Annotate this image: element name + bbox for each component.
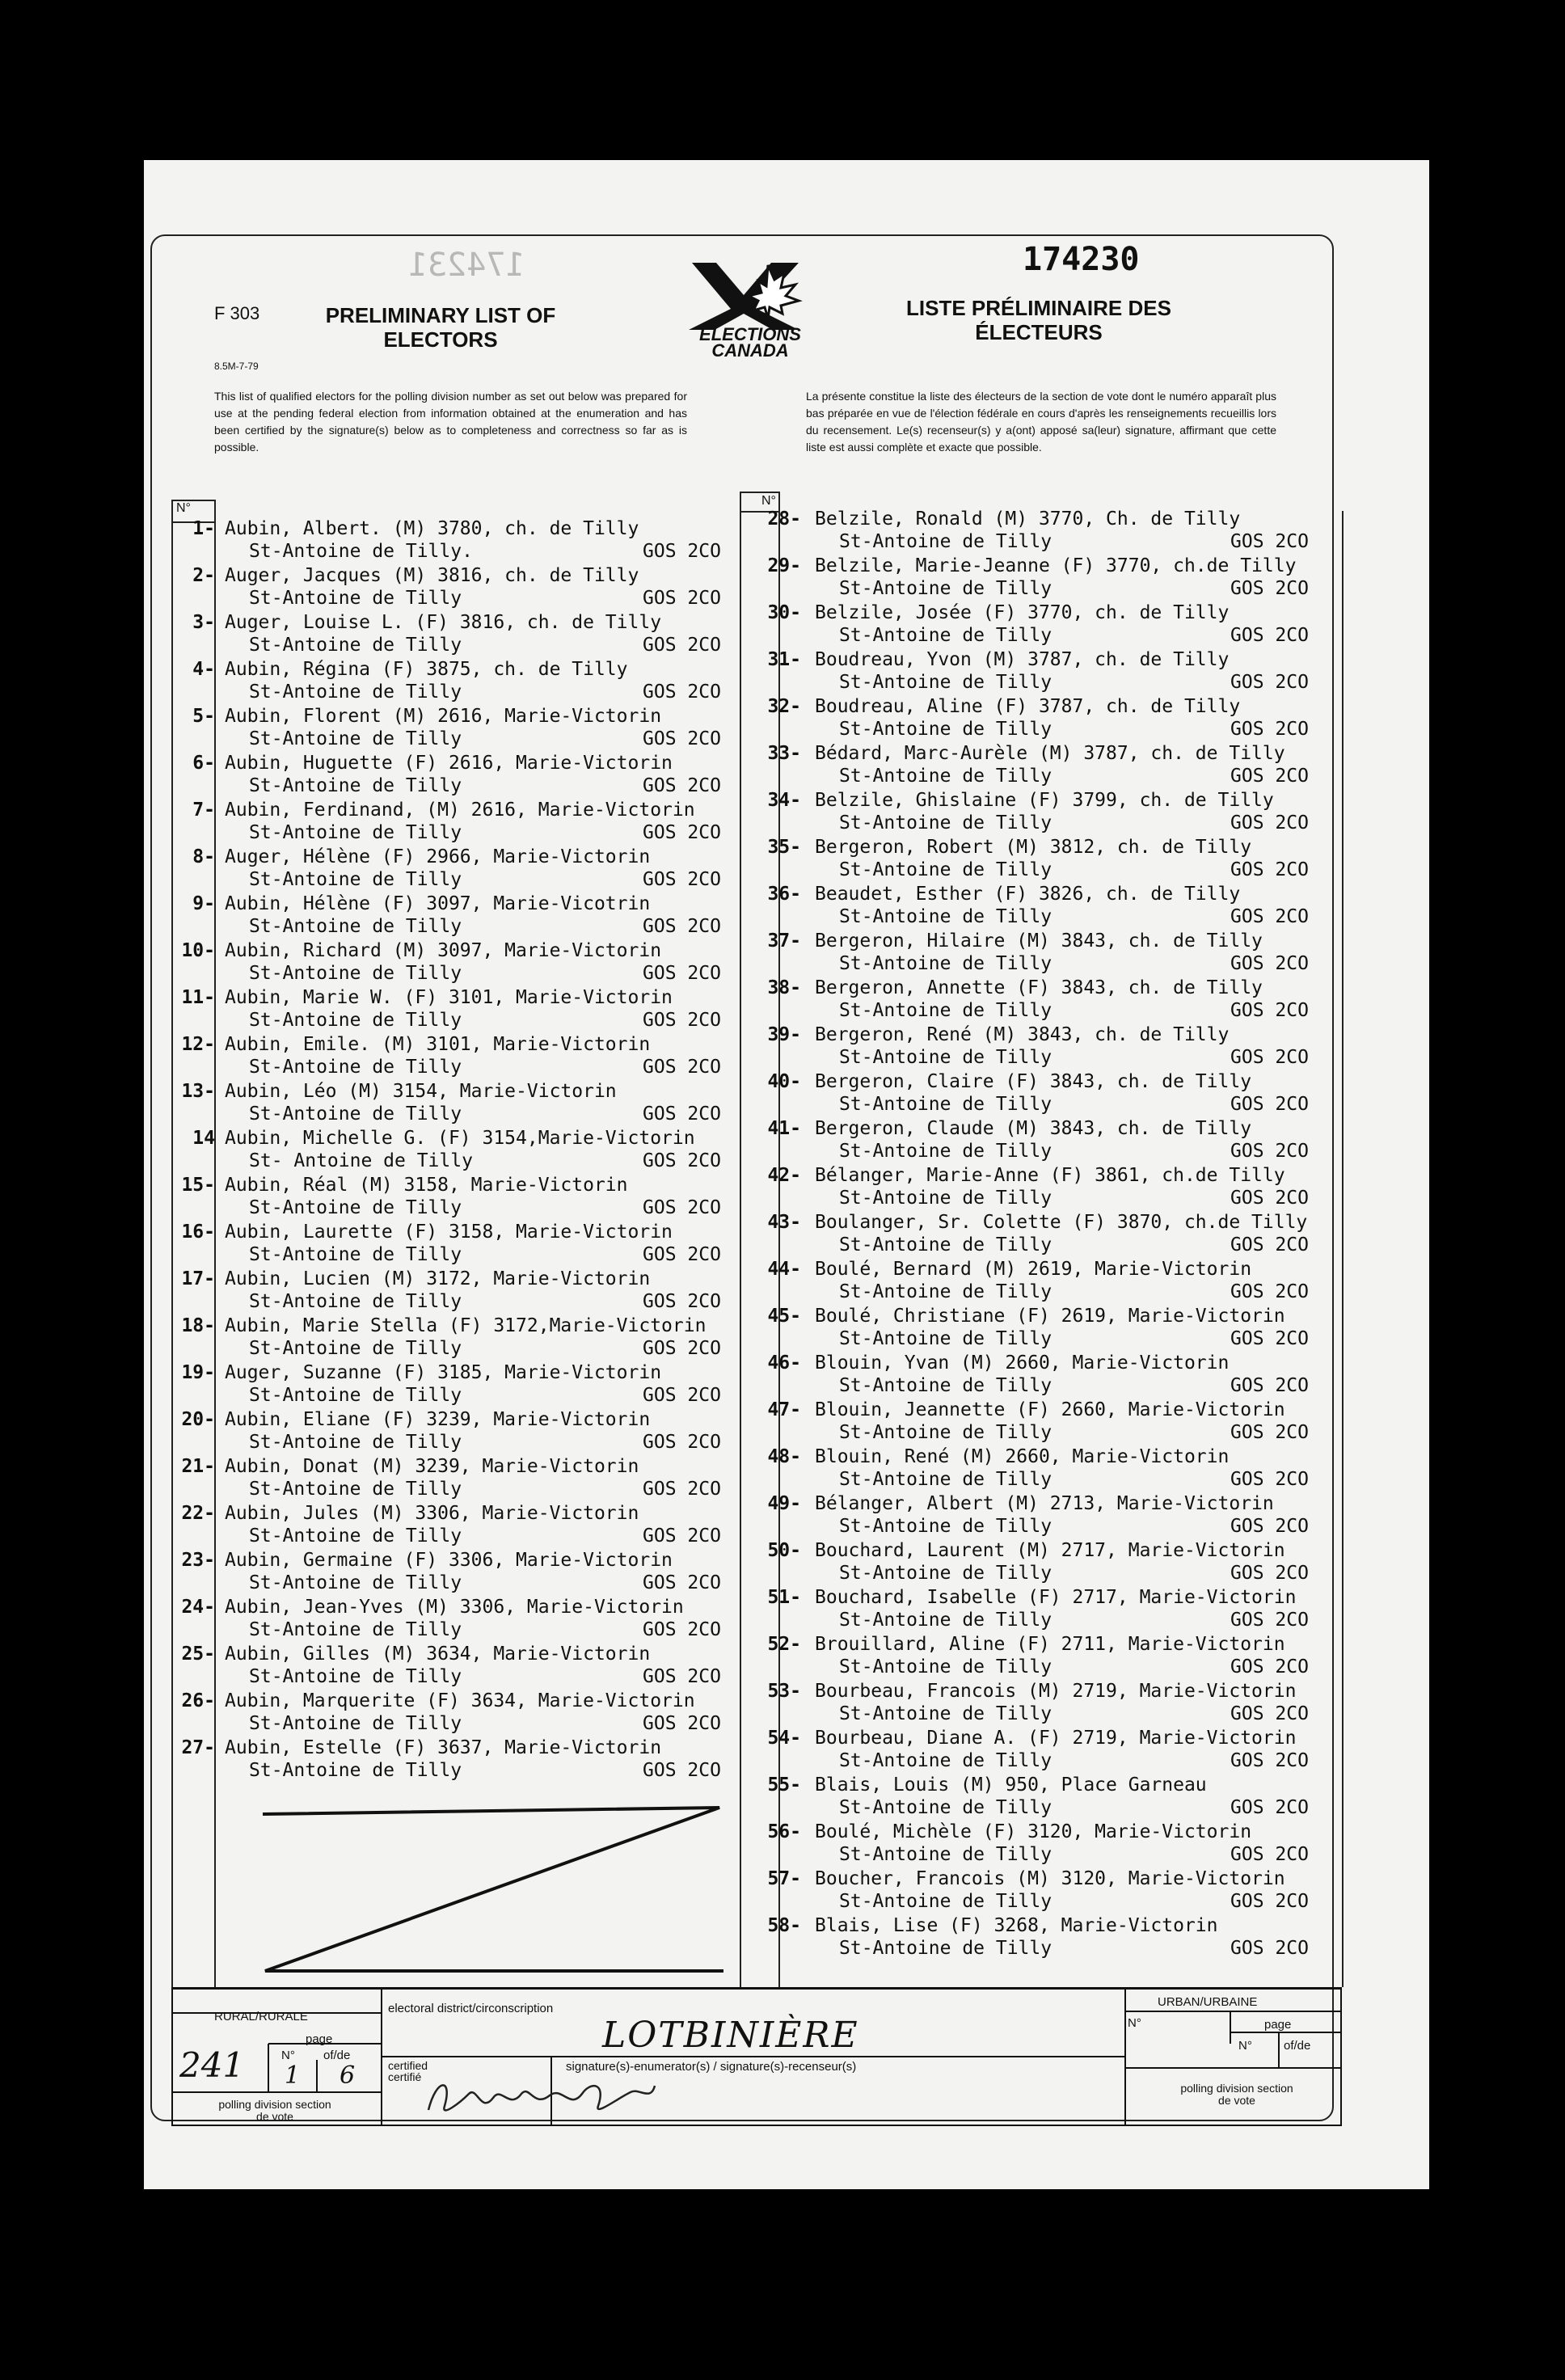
entry-name-address: Auger, Jacques (M) 3816, ch. de Tilly <box>225 565 639 586</box>
entry-postal-code: GOS 2CO <box>1230 1703 1309 1724</box>
entry-number: 24- <box>181 1597 215 1618</box>
entry-number: 55- <box>767 1774 801 1796</box>
entry-name-address: Bergeron, Claude (M) 3843, ch. de Tilly <box>815 1118 1252 1139</box>
entry-number: 36- <box>767 884 801 905</box>
entry-name-address: Aubin, Lucien (M) 3172, Marie-Victorin <box>225 1268 651 1289</box>
entry-municipality: St-Antoine de Tilly <box>839 625 1052 646</box>
entry-postal-code: GOS 2CO <box>643 1525 721 1547</box>
entry-number: 8- <box>192 846 215 867</box>
entry-municipality: St-Antoine de Tilly <box>249 1385 462 1406</box>
entry-postal-code: GOS 2CO <box>643 1197 721 1218</box>
urban-no-label: N° <box>1128 2016 1141 2030</box>
entry-postal-code: GOS 2CO <box>643 588 721 609</box>
entry-postal-code: GOS 2CO <box>643 963 721 984</box>
entry-number: 34- <box>767 790 801 811</box>
entry-postal-code: GOS 2CO <box>1230 1047 1309 1068</box>
right-no-label: N° <box>761 494 776 508</box>
entry-municipality: St-Antoine de Tilly <box>249 1760 462 1781</box>
entry-municipality: St-Antoine de Tilly <box>839 1141 1052 1162</box>
entry-postal-code: GOS 2CO <box>1230 812 1309 833</box>
entry-number: 13- <box>181 1081 215 1102</box>
entry-postal-code: GOS 2CO <box>643 1760 721 1781</box>
urban-no-label-2: N° <box>1238 2039 1252 2053</box>
entry-municipality: St-Antoine de Tilly <box>839 1047 1052 1068</box>
entry-municipality: St-Antoine de Tilly <box>249 1244 462 1265</box>
entry-municipality: St-Antoine de Tilly <box>249 963 462 984</box>
entry-postal-code: GOS 2CO <box>643 1244 721 1265</box>
entry-municipality: St-Antoine de Tilly <box>249 1479 462 1500</box>
rural-page-label: page <box>306 2032 333 2046</box>
entry-name-address: Bergeron, Annette (F) 3843, ch. de Tilly <box>815 977 1263 998</box>
entry-number: 40- <box>767 1071 801 1092</box>
logo-text-line2: CANADA <box>711 340 789 361</box>
entry-name-address: Auger, Louise L. (F) 3816, ch. de Tilly <box>225 612 662 633</box>
entry-number: 51- <box>767 1587 801 1608</box>
entry-number: 54- <box>767 1728 801 1749</box>
entry-postal-code: GOS 2CO <box>643 682 721 703</box>
entry-number: 57- <box>767 1868 801 1889</box>
entry-municipality: St-Antoine de Tilly <box>839 1375 1052 1396</box>
entry-name-address: Aubin, Régina (F) 3875, ch. de Tilly <box>225 659 628 680</box>
entry-number: 53- <box>767 1681 801 1702</box>
entry-municipality: St-Antoine de Tilly <box>839 1703 1052 1724</box>
entry-postal-code: GOS 2CO <box>1230 1563 1309 1584</box>
entry-postal-code: GOS 2CO <box>643 1057 721 1078</box>
entry-name-address: Aubin, Léo (M) 3154, Marie-Victorin <box>225 1081 617 1102</box>
entry-municipality: St-Antoine de Tilly <box>249 728 462 749</box>
z-cancel-mark <box>259 1801 728 1979</box>
entry-municipality: St-Antoine de Tilly <box>839 1328 1052 1349</box>
entry-name-address: Blais, Lise (F) 3268, Marie-Victorin <box>815 1915 1218 1936</box>
entry-municipality: St-Antoine de Tilly <box>839 1750 1052 1771</box>
entry-postal-code: GOS 2CO <box>643 635 721 656</box>
entry-number: 46- <box>767 1352 801 1374</box>
entry-municipality: St-Antoine de Tilly <box>249 822 462 843</box>
entry-name-address: Aubin, Richard (M) 3097, Marie-Victorin <box>225 940 662 961</box>
entry-number: 4- <box>192 659 215 680</box>
entry-postal-code: GOS 2CO <box>643 1385 721 1406</box>
entry-municipality: St-Antoine de Tilly <box>839 1656 1052 1677</box>
entry-number: 49- <box>767 1493 801 1514</box>
entry-number: 21- <box>181 1456 215 1477</box>
entry-municipality: St-Antoine de Tilly <box>249 1057 462 1078</box>
intro-english: This list of qualified electors for the polling division number as set out below was prepared for use at the pending federal election from information obtained at the enumeration and has been certified by the signature(s) below as to completeness and correctness so far as is possible. <box>214 390 687 454</box>
entry-number: 29- <box>767 555 801 576</box>
entry-municipality: St-Antoine de Tilly <box>839 672 1052 693</box>
entry-number: 14 <box>192 1128 215 1149</box>
entry-name-address: Bergeron, Claire (F) 3843, ch. de Tilly <box>815 1071 1252 1092</box>
urban-polling-label: polling division section de vote <box>1180 2082 1293 2107</box>
entry-postal-code: GOS 2CO <box>1230 1000 1309 1021</box>
entry-municipality: St-Antoine de Tilly <box>839 1469 1052 1490</box>
entry-municipality: St-Antoine de Tilly <box>839 1610 1052 1631</box>
entry-number: 39- <box>767 1024 801 1045</box>
entry-name-address: Boulé, Bernard (M) 2619, Marie-Victorin <box>815 1259 1252 1280</box>
entry-name-address: Bélanger, Marie-Anne (F) 3861, ch.de Tilly <box>815 1165 1285 1186</box>
entry-name-address: Boulé, Christiane (F) 2619, Marie-Victorin <box>815 1306 1285 1327</box>
entry-postal-code: GOS 2CO <box>1230 719 1309 740</box>
entry-name-address: Bergeron, Robert (M) 3812, ch. de Tilly <box>815 837 1252 858</box>
entry-name-address: Belzile, Josée (F) 3770, ch. de Tilly <box>815 602 1230 623</box>
entry-municipality: St-Antoine de Tilly <box>839 1516 1052 1537</box>
entry-municipality: St-Antoine de Tilly <box>249 1010 462 1031</box>
entry-name-address: Aubin, Donat (M) 3239, Marie-Victorin <box>225 1456 639 1477</box>
entry-municipality: St-Antoine de Tilly <box>839 1281 1052 1302</box>
entry-name-address: Aubin, Hélène (F) 3097, Marie-Vicotrin <box>225 893 651 914</box>
faint-stamp: 174231 <box>408 247 525 284</box>
entry-name-address: Belzile, Ronald (M) 3770, Ch. de Tilly <box>815 508 1241 530</box>
entry-number: 12- <box>181 1034 215 1055</box>
entry-name-address: Boulé, Michèle (F) 3120, Marie-Victorin <box>815 1821 1252 1842</box>
entry-number: 1- <box>192 518 215 539</box>
entry-postal-code: GOS 2CO <box>643 1010 721 1031</box>
entry-municipality: St-Antoine de Tilly <box>249 1197 462 1218</box>
rural-no-label: N° <box>281 2049 295 2062</box>
entry-postal-code: GOS 2CO <box>643 916 721 937</box>
entry-postal-code: GOS 2CO <box>1230 1891 1309 1912</box>
entry-name-address: Aubin, Michelle G. (F) 3154,Marie-Victorin <box>225 1128 695 1149</box>
entry-number: 16- <box>181 1222 215 1243</box>
entry-postal-code: GOS 2CO <box>1230 1844 1309 1865</box>
entry-municipality: St-Antoine de Tilly <box>839 812 1052 833</box>
entry-name-address: Brouillard, Aline (F) 2711, Marie-Victorin <box>815 1634 1285 1655</box>
entry-name-address: Aubin, Jules (M) 3306, Marie-Victorin <box>225 1503 639 1524</box>
left-no-label: N° <box>176 501 191 515</box>
entry-municipality: St-Antoine de Tilly <box>249 1291 462 1312</box>
entry-number: 9- <box>192 893 215 914</box>
entry-postal-code: GOS 2CO <box>643 541 721 562</box>
entry-postal-code: GOS 2CO <box>643 1150 721 1171</box>
entry-municipality: St-Antoine de Tilly <box>839 859 1052 880</box>
entry-postal-code: GOS 2CO <box>643 1103 721 1125</box>
logo-text <box>677 324 823 361</box>
entry-postal-code: GOS 2CO <box>1230 1610 1309 1631</box>
entry-name-address: Blais, Louis (M) 950, Place Garneau <box>815 1774 1207 1796</box>
rural-polling-label: polling division section de vote <box>218 2098 331 2123</box>
entry-municipality: St-Antoine de Tilly <box>839 1891 1052 1912</box>
entry-name-address: Boudreau, Yvon (M) 3787, ch. de Tilly <box>815 649 1230 670</box>
entry-municipality: St-Antoine de Tilly <box>839 1094 1052 1115</box>
entry-postal-code: GOS 2CO <box>1230 672 1309 693</box>
entry-number: 32- <box>767 696 801 717</box>
enumerator-signature-icon <box>420 2070 663 2126</box>
entry-postal-code: GOS 2CO <box>643 1432 721 1453</box>
entry-number: 43- <box>767 1212 801 1233</box>
entry-number: 37- <box>767 930 801 952</box>
entry-number: 50- <box>767 1540 801 1561</box>
entry-number: 7- <box>192 800 215 821</box>
entry-municipality: St-Antoine de Tilly <box>839 766 1052 787</box>
title-french: LISTE PRÉLIMINAIRE DES ÉLECTEURS <box>906 296 1171 344</box>
entry-municipality: St-Antoine de Tilly <box>249 1572 462 1593</box>
entry-municipality: St-Antoine de Tilly. <box>249 541 473 562</box>
entry-number: 58- <box>767 1915 801 1936</box>
entry-municipality: St-Antoine de Tilly <box>839 531 1052 552</box>
district-label: electoral district/circonscription <box>388 2002 554 2015</box>
logo-text-line1: ELECTIONS <box>699 324 801 344</box>
entry-postal-code: GOS 2CO <box>1230 906 1309 927</box>
entry-postal-code: GOS 2CO <box>643 1713 721 1734</box>
entry-municipality: St-Antoine de Tilly <box>839 1844 1052 1865</box>
entry-postal-code: GOS 2CO <box>1230 531 1309 552</box>
entry-municipality: St-Antoine de Tilly <box>839 906 1052 927</box>
form-number: F 303 <box>214 303 260 323</box>
form-code: 8.5M-7-79 <box>214 361 259 372</box>
entry-number: 30- <box>767 602 801 623</box>
urban-label: URBAN/URBAINE <box>1158 1995 1258 2009</box>
page-of-value: 6 <box>340 2061 356 2090</box>
entry-number: 2- <box>192 565 215 586</box>
entry-municipality: St-Antoine de Tilly <box>839 1234 1052 1255</box>
entry-municipality: St-Antoine de Tilly <box>839 1797 1052 1818</box>
entry-municipality: St-Antoine de Tilly <box>839 719 1052 740</box>
entry-name-address: Bergeron, René (M) 3843, ch. de Tilly <box>815 1024 1230 1045</box>
entry-name-address: Boudreau, Aline (F) 3787, ch. de Tilly <box>815 696 1241 717</box>
right-no-header-rule <box>740 492 778 493</box>
entry-name-address: Bouchard, Laurent (M) 2717, Marie-Victorin <box>815 1540 1285 1561</box>
entry-postal-code: GOS 2CO <box>1230 1516 1309 1537</box>
entry-postal-code: GOS 2CO <box>1230 1281 1309 1302</box>
entry-number: 22- <box>181 1503 215 1524</box>
entry-name-address: Bourbeau, Diane A. (F) 2719, Marie-Victorin <box>815 1728 1297 1749</box>
entry-name-address: Auger, Suzanne (F) 3185, Marie-Victorin <box>225 1362 662 1383</box>
entry-number: 42- <box>767 1165 801 1186</box>
signature-label: signature(s)-enumerator(s) / signature(s)-recenseur(s) <box>566 2060 857 2074</box>
entry-name-address: Boulanger, Sr. Colette (F) 3870, ch.de Tilly <box>815 1212 1308 1233</box>
rural-label: RURAL/RURALE <box>214 2010 308 2023</box>
entry-municipality: St-Antoine de Tilly <box>839 1422 1052 1443</box>
entry-name-address: Boucher, Francois (M) 3120, Marie-Victorin <box>815 1868 1285 1889</box>
entry-number: 56- <box>767 1821 801 1842</box>
entry-name-address: Aubin, Marie W. (F) 3101, Marie-Victorin <box>225 987 673 1008</box>
entry-name-address: Aubin, Gilles (M) 3634, Marie-Victorin <box>225 1644 651 1665</box>
entry-number: 48- <box>767 1446 801 1467</box>
entry-municipality: St-Antoine de Tilly <box>839 953 1052 974</box>
entry-municipality: St- Antoine de Tilly <box>249 1150 473 1171</box>
entry-postal-code: GOS 2CO <box>1230 1094 1309 1115</box>
entry-postal-code: GOS 2CO <box>1230 766 1309 787</box>
title-english: PRELIMINARY LIST OF ELECTORS <box>325 303 556 352</box>
entry-number: 41- <box>767 1118 801 1139</box>
entry-number: 28- <box>767 508 801 530</box>
entry-number: 10- <box>181 940 215 961</box>
entry-name-address: Bourbeau, Francois (M) 2719, Marie-Victorin <box>815 1681 1297 1702</box>
entry-number: 19- <box>181 1362 215 1383</box>
urban-page-label: page <box>1264 2018 1292 2032</box>
entry-name-address: Blouin, Jeannette (F) 2660, Marie-Victorin <box>815 1399 1285 1420</box>
entry-postal-code: GOS 2CO <box>1230 1469 1309 1490</box>
entry-municipality: St-Antoine de Tilly <box>839 578 1052 599</box>
serial-number: 174230 <box>1023 241 1140 278</box>
entry-postal-code: GOS 2CO <box>1230 1422 1309 1443</box>
entry-municipality: St-Antoine de Tilly <box>249 1432 462 1453</box>
entry-postal-code: GOS 2CO <box>643 1291 721 1312</box>
entry-number: 17- <box>181 1268 215 1289</box>
entry-municipality: St-Antoine de Tilly <box>249 869 462 890</box>
entry-number: 23- <box>181 1550 215 1571</box>
entry-name-address: Aubin, Réal (M) 3158, Marie-Victorin <box>225 1175 628 1196</box>
entry-number: 20- <box>181 1409 215 1430</box>
entry-number: 47- <box>767 1399 801 1420</box>
entry-name-address: Bergeron, Hilaire (M) 3843, ch. de Tilly <box>815 930 1263 952</box>
entry-name-address: Aubin, Laurette (F) 3158, Marie-Victorin <box>225 1222 673 1243</box>
entry-name-address: Bélanger, Albert (M) 2713, Marie-Victorin <box>815 1493 1274 1514</box>
entry-name-address: Bédard, Marc-Aurèle (M) 3787, ch. de Tilly <box>815 743 1285 764</box>
intro-french: La présente constitue la liste des électeurs de la section de vote dont le numéro apparaît plus bas préparée en vue de l'élection fédérale en cours d'après les renseignements recueillis lors du recensement. Le(s) recenseur(s) y a(ont) apposé sa(leur) signature, affirmant que cette liste est aussi complète et exacte que possible. <box>806 390 1276 454</box>
entry-name-address: Beaudet, Esther (F) 3826, ch. de Tilly <box>815 884 1241 905</box>
rural-of-label: of/de <box>323 2049 351 2062</box>
certified-label: certified certifié <box>388 2059 428 2083</box>
entry-postal-code: GOS 2CO <box>643 1479 721 1500</box>
page-no-value: 1 <box>285 2061 301 2090</box>
entry-postal-code: GOS 2CO <box>1230 625 1309 646</box>
entry-municipality: St-Antoine de Tilly <box>249 1525 462 1547</box>
entry-municipality: St-Antoine de Tilly <box>839 1563 1052 1584</box>
entry-postal-code: GOS 2CO <box>643 822 721 843</box>
entry-number: 5- <box>192 706 215 727</box>
entry-municipality: St-Antoine de Tilly <box>249 775 462 796</box>
entry-number: 15- <box>181 1175 215 1196</box>
entry-name-address: Aubin, Albert. (M) 3780, ch. de Tilly <box>225 518 639 539</box>
entry-name-address: Aubin, Jean-Yves (M) 3306, Marie-Victorin <box>225 1597 684 1618</box>
entry-name-address: Blouin, Yvan (M) 2660, Marie-Victorin <box>815 1352 1230 1374</box>
entry-postal-code: GOS 2CO <box>1230 1656 1309 1677</box>
entry-municipality: St-Antoine de Tilly <box>839 1938 1052 1959</box>
entry-postal-code: GOS 2CO <box>643 869 721 890</box>
entry-number: 35- <box>767 837 801 858</box>
entry-name-address: Belzile, Ghislaine (F) 3799, ch. de Tilly <box>815 790 1274 811</box>
entry-name-address: Blouin, René (M) 2660, Marie-Victorin <box>815 1446 1230 1467</box>
entry-municipality: St-Antoine de Tilly <box>249 916 462 937</box>
entry-postal-code: GOS 2CO <box>1230 578 1309 599</box>
entry-municipality: St-Antoine de Tilly <box>249 1713 462 1734</box>
entry-municipality: St-Antoine de Tilly <box>249 1619 462 1640</box>
entry-name-address: Auger, Hélène (F) 2966, Marie-Victorin <box>225 846 651 867</box>
entry-municipality: St-Antoine de Tilly <box>249 1338 462 1359</box>
entry-municipality: St-Antoine de Tilly <box>839 1188 1052 1209</box>
entry-number: 44- <box>767 1259 801 1280</box>
entry-number: 45- <box>767 1306 801 1327</box>
entry-number: 33- <box>767 743 801 764</box>
entry-postal-code: GOS 2CO <box>643 1572 721 1593</box>
entry-name-address: Belzile, Marie-Jeanne (F) 3770, ch.de Tilly <box>815 555 1297 576</box>
entry-municipality: St-Antoine de Tilly <box>249 635 462 656</box>
entry-name-address: Aubin, Germaine (F) 3306, Marie-Victorin <box>225 1550 673 1571</box>
entry-number: 26- <box>181 1690 215 1711</box>
entry-name-address: Aubin, Florent (M) 2616, Marie-Victorin <box>225 706 662 727</box>
entry-postal-code: GOS 2CO <box>643 1619 721 1640</box>
right-outer-rule <box>1342 511 1344 1987</box>
entry-postal-code: GOS 2CO <box>1230 1141 1309 1162</box>
district-value: LOTBINIÈRE <box>602 2015 859 2056</box>
entry-municipality: St-Antoine de Tilly <box>839 1000 1052 1021</box>
entry-name-address: Bouchard, Isabelle (F) 2717, Marie-Victorin <box>815 1587 1297 1608</box>
entry-name-address: Aubin, Huguette (F) 2616, Marie-Victorin <box>225 753 673 774</box>
entry-municipality: St-Antoine de Tilly <box>249 588 462 609</box>
entry-postal-code: GOS 2CO <box>643 1666 721 1687</box>
polling-division-value: 241 <box>179 2045 245 2085</box>
entry-postal-code: GOS 2CO <box>1230 953 1309 974</box>
entry-name-address: Aubin, Emile. (M) 3101, Marie-Victorin <box>225 1034 651 1055</box>
entry-postal-code: GOS 2CO <box>643 775 721 796</box>
entry-number: 31- <box>767 649 801 670</box>
entry-postal-code: GOS 2CO <box>1230 859 1309 880</box>
entry-number: 27- <box>181 1737 215 1758</box>
entry-name-address: Aubin, Eliane (F) 3239, Marie-Victorin <box>225 1409 651 1430</box>
entry-number: 25- <box>181 1644 215 1665</box>
entry-municipality: St-Antoine de Tilly <box>249 1103 462 1125</box>
entry-name-address: Aubin, Estelle (F) 3637, Marie-Victorin <box>225 1737 662 1758</box>
entry-postal-code: GOS 2CO <box>1230 1188 1309 1209</box>
urban-of-label: of/de <box>1284 2039 1311 2053</box>
entry-number: 11- <box>181 987 215 1008</box>
entry-name-address: Aubin, Ferdinand, (M) 2616, Marie-Victorin <box>225 800 695 821</box>
entry-number: 18- <box>181 1315 215 1336</box>
entry-postal-code: GOS 2CO <box>1230 1938 1309 1959</box>
entry-postal-code: GOS 2CO <box>1230 1797 1309 1818</box>
entry-postal-code: GOS 2CO <box>643 1338 721 1359</box>
entry-number: 3- <box>192 612 215 633</box>
entry-number: 38- <box>767 977 801 998</box>
entry-municipality: St-Antoine de Tilly <box>249 1666 462 1687</box>
entry-name-address: Aubin, Marquerite (F) 3634, Marie-Victorin <box>225 1690 695 1711</box>
entry-number: 52- <box>767 1634 801 1655</box>
entry-postal-code: GOS 2CO <box>1230 1750 1309 1771</box>
entry-postal-code: GOS 2CO <box>1230 1234 1309 1255</box>
entry-postal-code: GOS 2CO <box>1230 1328 1309 1349</box>
entry-postal-code: GOS 2CO <box>1230 1375 1309 1396</box>
entry-municipality: St-Antoine de Tilly <box>249 682 462 703</box>
entry-number: 6- <box>192 753 215 774</box>
entry-postal-code: GOS 2CO <box>643 728 721 749</box>
entry-name-address: Aubin, Marie Stella (F) 3172,Marie-Victorin <box>225 1315 707 1336</box>
